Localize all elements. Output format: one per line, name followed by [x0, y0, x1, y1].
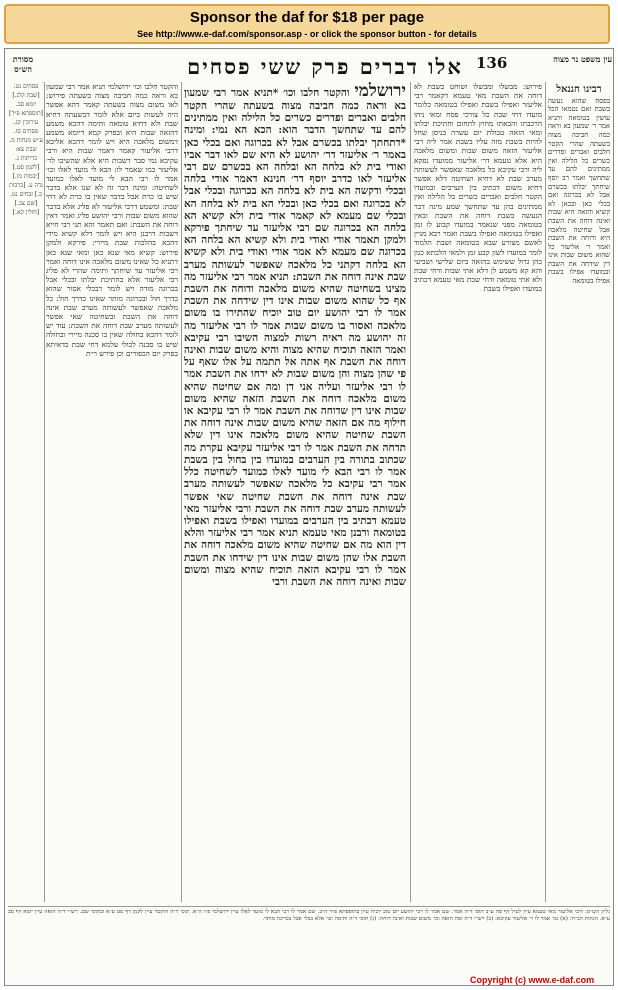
ein-mishpat-header: עין משפט נר מצוה	[553, 54, 612, 64]
rabbeinu-chananel-title: רבינו חננאל	[556, 84, 602, 95]
gemara-text: והקטר חלבו וכו׳ *תניא אמר רבי שמעון בא וראה כמה חביבה מצוה בשעתה שהרי הקטר חלבים ואברים ופדרים כשרים כל הלילה ואין ממתינים להם עד שתחשך הדבר הוא: הכא הא נמי: ומינה *דתחתך יבלתו בכשרם אבל לא בכרוגה ואם בכלי כאן באמר ר׳ אליעזר דר׳ יהושע לא היא שם לאו דבר אביו ואודי בית לא בלחה הא ובלחה הא בכשרם שם רבי אליעזר לאו כדרב יוסף דר׳ חנינא דאמר אודי בלחה ובכלי ודקשה הא בית לא בלחה הא בכרוגה ובכלי אבל לא בכרוגה ואם בכלי כאן ובכלי הא בית לא בלחה הא ובכלי שם מעמא לא קאמר אודי בית ולא קשיא הא בלחה הא בכרוגה שם רבי אליעזר עד שיחתך פירקא ולמקן תאמר אודי ואודי בית ולא קשיא הא בלחה הא בכרוגה שם מעמא לא אמר אודי ואודי בית ולא קשיא הא בלחה דקתני כל מלאכה שאפשר לעשותה מערב שבת אינה דוחה את השבת: תניא אמר רבי אליעזר מה מצינו בשחיטה שהיא משום מלאכה ודוחה את השבת אף כל שהוא משום שבות אינו דין שידחה את השבת אמר לו רבי יהושע יום טוב יוכיח שהתירו בו משום מלאכה ואסור בו משום שבות אמר לו רבי אליעזר מה זה יהושע מה ראיה רשות למצוה השיבו רבי עקיבא ואמר הזאה תוכיח שהיא מצוה והיא משום שבות ואינה דוחה את השבת אף אתה אל תתמה על אלו שאף על פי שהן מצוה והן משום שבות לא ידחו את השבת אמר לו רבי אליעזר ועליה אני דן ומה אם שחיטה שהיא משום מלאכה דוחה את השבת הזאה שהיא משום שבות אינו דין שדוחה את השבת אמר לו רבי עקיבא או חילוף מה אם הזאה שהיא משום שבות אינה דוחה את השבת שחיטה שהיא משום מלאכה אינו דין שלא תדחה את השבת אמר לו רבי אליעזר עקיבא עקרת מה שכתוב בתורה בין הערבים במועדו בין בחול בין בשבת אמר לו רבי הבא לי מועד לאלו כמועד לשחיטה כלל אמר רבי עקיבא כל מלאכה שאפשר לעשותה מערב שבת אינה דוחה את השבת שחיטה שאי אפשר לעשותה מערב שבת דוחה את השבת ורבי אליעזר מאי טעמא דכתיב בין הערבים במועדו ואפילו בשבת ואפילו בטומאה ורבנן מאי טעמא תניא אמר רבי אליעזר והלא דין הוא מה אם שחיטה שהיא משום מלאכה דוחה את השבת אלו שהן משום שבות אינו דין שידחו את השבת אמר לו רבי עקיבא הזאה תוכיח שהיא מצוה ומשום שבות ואינה דוחה את השבת ורבי	[184, 87, 406, 588]
rabbeinu-chananel-text: בפסח שהוא נעשה בשבת ואם נטמאו הכל עושין בטומאה ותניא אמר ר׳ שמעון בא וראה כמה חביבה מצוה בשעתה שהרי הקטר חלבים ואברים ופדרים כשרים כל הלילה ואין ממתינים להם עד שתחשך ואמר רב יוסף שיחתך יבלתו בכשרם אבל לא בכרוגה ואם בכלי כאן ובכאן לא קשיא והזאה היא שבות ואינה דוחה את השבת אבל שחיטה מלאכה היא ודוחה את השבת ואמר ר׳ אליעזר כל שהוא משום שבות אינו דין שידחה את השבת ובמועדו אפילו בשבת אפילו בטומאה	[548, 96, 610, 286]
sponsor-subtitle[interactable]: See http://www.e-daf.com/sponsor.asp - or click the sponsor button - for details	[137, 29, 477, 39]
rashi-column: פירוש: מבשלו ומבשלו ושוחט בשבת לא דוחה את השבת מאי טעמא דקאמר רבי אליעזר ואפילו בשבת ואפילו בטומאה כלומר מועדו דחי שבת כל צורכי פסח ומאי ניהו הרכבתו והבאתו מחוץ לתחום וחתיכת יבלתו ומאי הזאה טבולת יום עשרה בניסן שחל להיות בשבת מזה עליו בשבת אמר ליה רבי אליעזר הזאה משום שבות ומשום מלאכה היא אלא טעמא דר׳ אליעזר ממועדו נפקא ליה ורבי עקיבא כל מלאכה שאפשר לעשותה מערב שבת לא דחיא ושחיטה דלא אפשר דחיא משום דכתיב בין הערבים ובמועדו הקטר חלבים ואברים כשרים כל הלילה ואין ממתינים בהן עד שתחשך שמע מינה דבר הנעשה בשבת דוחה את השבת ובאין בטומאה מפני שנאמר במועדו קבוע לו זמן ואפילו בטומאה ואפילו בשבת ואמר רבא מניין לאשם מצורע שבא בטומאה ושבת תלמוד לומר במועדו לשון קבע זמן ולמאי הלכתא כגון כהן גדול ששימש בהזאה ביום שלישי ושביעי והא קא משמע לן דלא אתי שבות ודחי שבת ולא אתי טומאה ודחי שבת מאי טעמא דכתיב במועדו ואפילו בשבת	[414, 82, 542, 294]
left-margin-notes: פסחים נט. [שבת קלג.] יומא סב. [תוספתא פ״ד] עירובין קג. פסחים סו. ע״ש מנחות מ. שבת צא: כריתות ג. [לקמן סט.] [יבמות מו.] נדה ע. [ברכות ב.] זבחים נט. [שם צב.] [חולין קא.]	[9, 83, 43, 216]
column-divider	[545, 82, 546, 902]
masores-header: מסורת הש״ס	[12, 54, 34, 74]
footnotes: גליון הש״ס: ורבי אליעזר מאי טעמא עיין לעיל דף סה ע״ב תוס׳ ד״ה אמר. שם אמר לו רבי יהושע יום טוב יוכיח עיין בתוספתא פ״ד ה״ב. שם אמר לו רבי הבא לי מועד לאלו עיין ירושלמי פ״ו ה״א. תוס׳ ד״ה והקטר עיין לקמן דף סט ע״א ובתוס׳ שם. רש״י ד״ה הזאה עיין יומא דף סב ע״א. הגהות הב״ח: (א) גמ׳ אמר לו ר׳ אליעזר עקיבא: (ב) רש״י ד״ה ומה הזאה וכו׳ משום שבות ואינה דוחה: (ג) תוס׳ ד״ה ותימה וכו׳ אלא בכלי אבל בכרוגה מותר.	[8, 906, 610, 970]
opening-word: ירושלמי	[354, 82, 406, 101]
sponsor-title[interactable]: Sponsor the daf for $18 per page	[189, 9, 425, 26]
column-divider	[44, 82, 45, 902]
copyright-link[interactable]: Copyright (c) www.e-daf.com	[470, 975, 595, 985]
column-divider	[410, 82, 411, 902]
column-divider	[181, 82, 182, 902]
chapter-title: אלו דברים פרק ששי פסחים	[187, 54, 463, 79]
sponsor-banner[interactable]	[4, 4, 610, 44]
page-number: 136	[476, 54, 508, 72]
rabbeinu-chananel-column	[548, 82, 610, 902]
gemara-column	[184, 82, 406, 902]
tosafos-column: והקטר חלבו וכו׳ ירושלמי תניא אמר רבי שמעון בא וראה כמה חביבה מצוה בשעתה פירוש: לאו משום מצוה בשעתה קאמר דהא אפשר היה לעשות ביום אלא לומר דבשעתה דחיא שבת ולא דחיא טומאה ותימה דהכא משמע דהזאה שבות היא ובפרק קמא דיומא משמע דמשום מלאכה היא ויש לומר דהכא אליבא דרבי אליעזר קאמר דאמר שבות היא ורבי עקיבא נמי סבר דשבות היא אלא שהשיבו לר׳ אליעזר כמו שאמר לו: הבא לי מועד לאלו וכו׳ אמר לו רבי הבא לי מועד לאלו כמועד לשחיטה: ומינה דבר זה לא שנו אלא בדבר שיש בו כרת אבל בדבר שאין בו כרת לא דחי שבת: ומשמע דרבי אליעזר לא פליג אלא בדבר שהוא משום שבות ורבי יהושע פליג ואמר דאין דוחה את השבת: ואם תאמר והא תני רבי חייא דשבות דרבנן היא ויש לומר דלא קשיא מידי דהכא בהלכות שבת מיירי: פירקא ולמקן פירוש: קשיא מאי שנא כאן ומאי שנא כאן דתניא כל שאינו משום מלאכה אינו דוחה ואמר רבי אליעזר עד שיחתך ותימה שהרי לא פליג רבי אליעזר אלא בחתיכת יבלתו ובכלי אבל בכרוגה מודה ויש לומר דבכלי אסור שהוא כדרך חול ובכרוגה מותר שאינו כדרך חול: כל מלאכה שאפשר לעשותה מערב שבת אינה דוחה את השבת ובשחיטה שאי אפשר לעשותה מערב שבת דוחה את השבת: עוד יש לומר דהכא בחולה שאין בו סכנה מיירי ובחולה שיש בו סכנה לכולי עלמא דחי שבת כדאיתא בפרק יום הכפורים וכן פירש ר״ת	[46, 82, 178, 358]
